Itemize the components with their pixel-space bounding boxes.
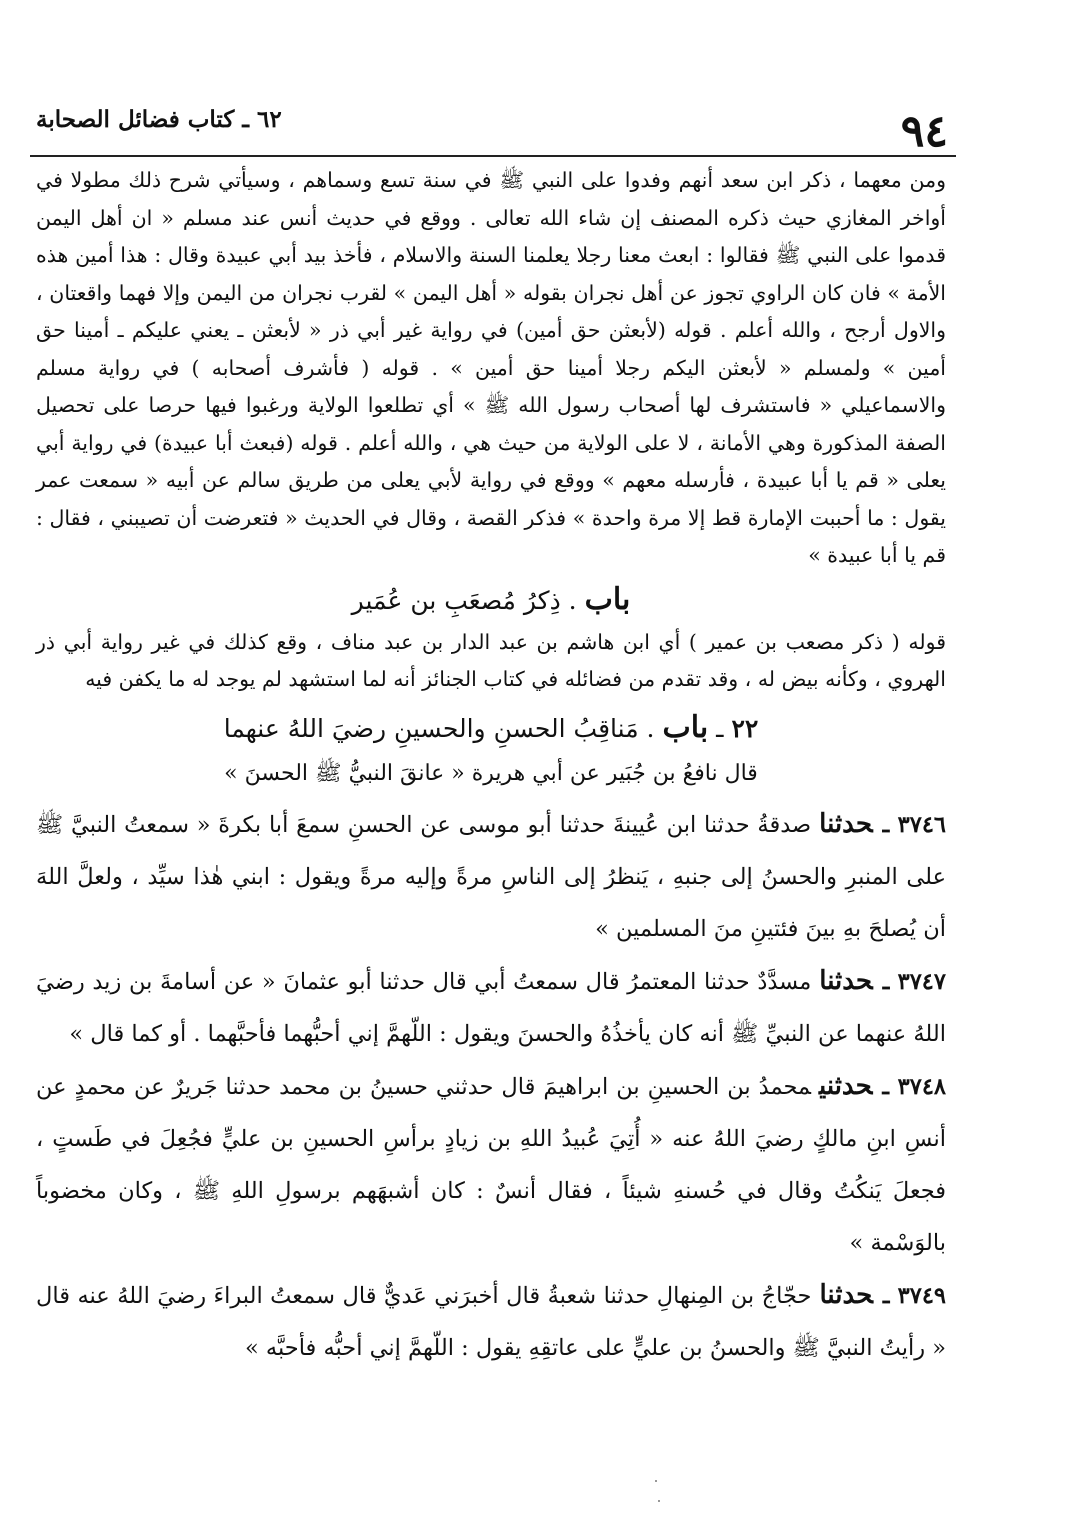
chapter-title: . مَناقِبُ الحسنِ والحسينِ رضيَ اللهُ عنهما [223,713,655,743]
hadith-opener: حدثنا [819,808,873,839]
hadith-opener: حدثني [819,1070,873,1101]
bab-label: باب [662,709,709,745]
chapter-dash: ـ [716,713,724,743]
hadith-list [36,798,946,1374]
header-rule [30,155,956,157]
hadith-opener: حدثنا [819,965,873,996]
hadith-entry [36,955,946,1060]
hadith-entry [36,1269,946,1374]
chapter-number: ٢٢ [731,713,759,743]
hadith-entry [36,1060,946,1269]
page-number: ٩٤ [900,106,948,157]
chapter-title: . ذِكرُ مُصعَبِ بن عُمَير [351,585,577,615]
hadith-opener: حدثنا [819,1279,873,1310]
hadith-text: حجّاجُ بن المِنهالِ حدثنا شعبةُ قال أخبرَني عَديٌّ قال سمعتُ البراءَ رضيَ اللهُ عنه قال « رأيتُ النبيَّ ﷺ والحسنُ بن عليٍّ على عاتقِهِ يقول : اللّهمَّ إني أحبُّه فأحبَّه » [36,1282,946,1361]
commentary-paragraph-musab: قوله ( ذكر مصعب بن عمير ) أي ابن هاشم بن عبد الدار بن عبد مناف ، وقع كذلك في غير رواية أبي ذر الهروي ، وكأنه بيض له ، وقد تقدم من فضائله في كتاب الجنائز أنه لما استشهد لم يوجد له ما يكفن فيه [36,629,946,691]
hadith-text: صدقةُ حدثنا ابن عُيينةَ حدثنا أبو موسى عن الحسنِ سمعَ أبا بكرةَ « سمعتُ النبيَّ ﷺ على المنبرِ والحسنُ إلى جنبهِ ، يَنظرُ إلى الناسِ مرةً وإليه مرةً ويقول : ابني هٰذا سيِّد ، ولعلَّ اللهَ أن يُصلحَ بهِ بينَ فئتينِ منَ المسلمين » [36,811,946,942]
hadith-number: ٣٧٤٨ ـ [882,1073,946,1100]
scan-speck [655,1480,657,1482]
hadith-text: مسدَّدٌ حدثنا المعتمرُ قال سمعتُ أبي قال حدثنا أبو عثمانَ « عن أسامةَ بن زيد رضيَ اللهُ عنهما عن النبيِّ ﷺ أنه كان يأخذُهُ والحسنَ ويقول : اللّهمَّ إني أحبُّهما فأحبَّهما . أو كما قال » [36,968,946,1047]
chapter-heading-hasan-husayn [36,705,946,752]
hadith-entry [36,798,946,955]
hadith-number: ٣٧٤٧ ـ [882,968,946,995]
narration-line: قال نافعُ بن جُبَير عن أبي هريرة « عانقَ النبيُّ ﷺ الحسنَ » [224,760,758,786]
hadith-number: ٣٧٤٦ ـ [882,811,946,838]
page-body [36,162,946,1374]
scan-speck [658,1500,660,1502]
running-title: ٦٢ ـ كتاب فضائل الصحابة [36,106,282,133]
commentary-paragraph: ومن معهما ، ذكر ابن سعد أنهم وفدوا على النبي ﷺ في سنة تسع وسماهم ، وسيأتي شرح ذلك مطولا في أواخر المغازي حيث ذكره المصنف إن شاء الله تعالى . ووقع في حديث أنس عند مسلم « ان أهل اليمن قدموا على النبي ﷺ فقالوا : ابعث معنا رجلا يعلمنا السنة والاسلام ، فأخذ بيد أبي عبيدة وقال : هذا أمين هذه الأمة » فان كان الراوي تجوز عن أهل نجران بقوله « أهل اليمن » لقرب نجران من اليمن وإلا فهما واقعتان ، والاول أرجح ، والله أعلم . قوله (لأبعثن حق أمين) في رواية غير أبي ذر « لأبعثن ـ يعني عليكم ـ أمينا حق أمين » ولمسلم « لأبعثن اليكم رجلا أمينا حق أمين » . قوله ( فأشرف أصحابه ) في رواية مسلم والاسماعيلي « فاستشرف لها أصحاب رسول الله ﷺ » أي تطلعوا الولاية ورغبوا فيها حرصا على تحصيل الصفة المذكورة وهي الأمانة ، لا على الولاية من حيث هي ، والله أعلم . قوله (فبعث أبا عبيدة) في رواية أبي يعلى « قم يا أبا عبيدة ، فأرسله معهم » ووقع في رواية لأبي يعلى من طريق سالم عن أبيه « سمعت عمر يقول : ما أحببت الإمارة قط إلا مرة واحدة » فذكر القصة ، وقال في الحديث « فتعرضت أن تصيبني ، فقال : قم يا أبا عبيدة » [36,168,946,567]
hadith-text: محمدُ بن الحسينِ بن ابراهيمَ قال حدثني حسينُ بن محمد حدثنا جَريرٌ عن محمدٍ عن أنسِ ابنِ مالكٍ رضيَ اللهُ عنه « أُتِيَ عُبيدُ اللهِ بن زيادٍ برأسِ الحسينِ بن عليٍّ فجُعِلَ في طَستٍ ، فجعلَ يَنكُتُ وقال في حُسنهِ شيئاً ، فقال أنسٌ : كان أشبهَهم برسولِ اللهِ ﷺ ، وكان مخضوباً بالوَسْمة » [36,1073,946,1256]
hadith-number: ٣٧٤٩ ـ [882,1282,947,1309]
bab-label: باب [584,581,631,617]
chapter-heading-musab [36,577,946,624]
